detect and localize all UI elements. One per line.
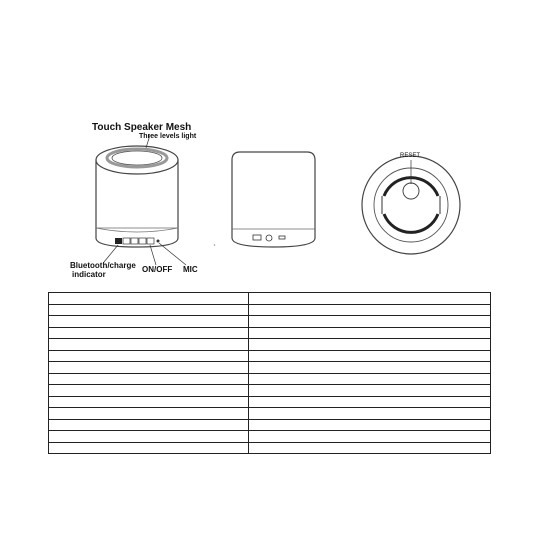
spec-name-cell — [49, 419, 249, 431]
mic-label: MIC — [183, 265, 198, 274]
spec-name-cell — [49, 396, 249, 408]
table-row — [49, 396, 491, 408]
spec-name-cell — [49, 339, 249, 351]
spec-value-cell — [249, 408, 491, 420]
touch-speaker-mesh-label: Touch Speaker Mesh — [92, 122, 192, 133]
speaker-front-view — [96, 135, 186, 265]
spec-name-cell — [49, 350, 249, 362]
table-row — [49, 350, 491, 362]
spec-name-cell — [49, 327, 249, 339]
table-row — [49, 373, 491, 385]
table-row — [49, 362, 491, 374]
spec-value-cell — [249, 442, 491, 454]
spec-name-cell — [49, 442, 249, 454]
spec-value-cell — [249, 419, 491, 431]
table-row — [49, 304, 491, 316]
spec-name-cell — [49, 373, 249, 385]
spec-value-cell — [249, 396, 491, 408]
spec-value-cell — [249, 350, 491, 362]
three-levels-light-label: Three levels light — [139, 133, 197, 140]
reset-label: RESET — [400, 153, 421, 159]
spec-value-cell — [249, 385, 491, 397]
micro-usb-port — [279, 236, 285, 239]
spec-name-cell — [49, 293, 249, 305]
aux-port — [266, 235, 272, 241]
table-row — [49, 316, 491, 328]
on-off-label: ON/OFF — [142, 265, 173, 274]
table-row — [49, 327, 491, 339]
spec-name-cell — [49, 408, 249, 420]
specification-table — [48, 292, 491, 454]
speaker-bottom-view — [362, 156, 460, 254]
spec-name-cell — [49, 316, 249, 328]
spec-value-cell — [249, 293, 491, 305]
spec-value-cell — [249, 362, 491, 374]
spec-value-cell — [249, 327, 491, 339]
indicator-label: indicator — [72, 270, 106, 279]
table-row — [49, 339, 491, 351]
usb-port — [253, 235, 261, 240]
table-row — [49, 385, 491, 397]
spec-value-cell — [249, 373, 491, 385]
spec-name-cell — [49, 362, 249, 374]
spec-value-cell — [249, 304, 491, 316]
spec-value-cell — [249, 316, 491, 328]
table-row — [49, 293, 491, 305]
reset-button — [403, 183, 419, 199]
speaker-back-view — [214, 152, 315, 247]
spec-name-cell — [49, 431, 249, 443]
spec-name-cell — [49, 304, 249, 316]
table-row — [49, 408, 491, 420]
bluetooth-charge-label: Bluetooth/charge — [70, 261, 136, 270]
spec-value-cell — [249, 339, 491, 351]
spec-name-cell — [49, 385, 249, 397]
table-row — [49, 442, 491, 454]
spec-value-cell — [249, 431, 491, 443]
control-buttons — [115, 238, 160, 244]
table-row — [49, 431, 491, 443]
table-row — [49, 419, 491, 431]
